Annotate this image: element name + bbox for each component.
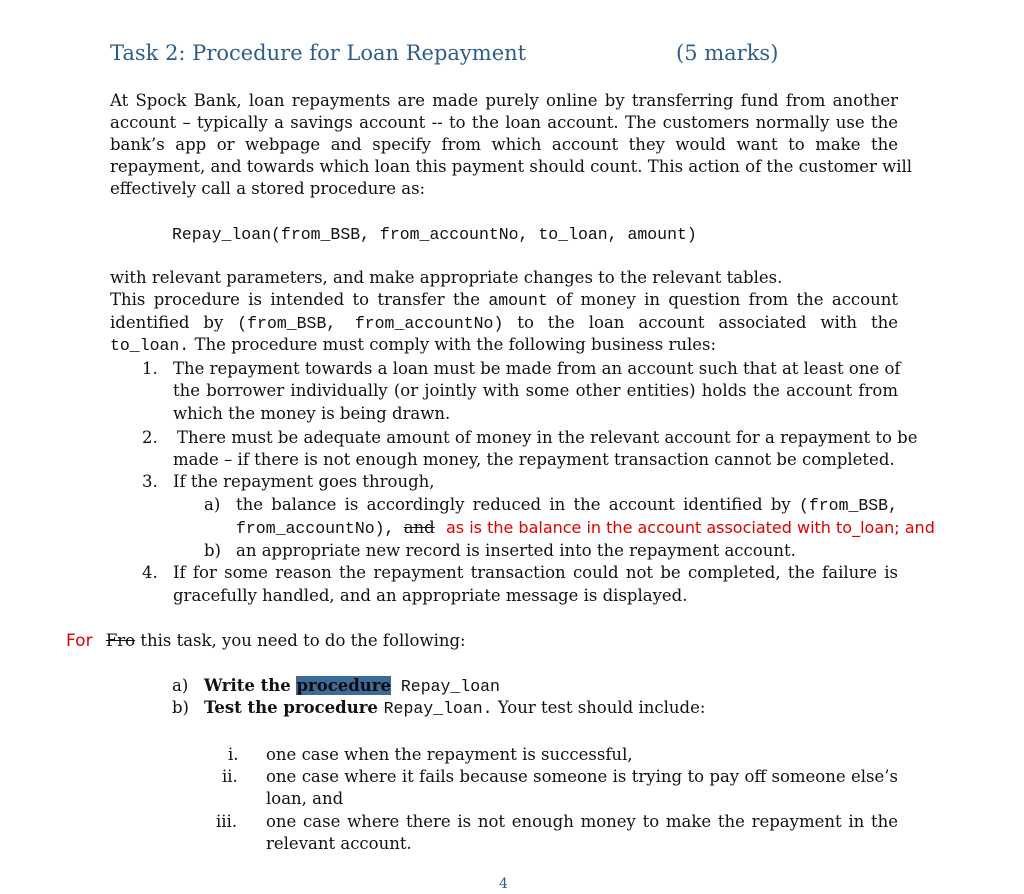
rule-3-line-1: If the repayment goes through, xyxy=(173,472,435,491)
rule-2-line-2: made – if there is not enough money, the repayment transaction cannot be completed. xyxy=(173,450,895,469)
rule-3a-line-1: the balance is accordingly reduced in the account identified by (from_BSB, xyxy=(236,495,898,515)
para2-line-2: This procedure is intended to transfer the amount of money in question from the account xyxy=(110,290,898,310)
task-a-number: a) xyxy=(172,676,189,695)
struck-and: and xyxy=(403,518,435,537)
struck-fro: Fro xyxy=(105,631,136,650)
rule-2-number: 2. xyxy=(142,428,158,447)
intro-line-5: effectively call a stored procedure as: xyxy=(110,179,426,198)
rule-1-line-2: the borrower individually (or jointly with some other entities) holds the account from xyxy=(173,381,898,400)
highlighted-procedure: procedure xyxy=(296,676,391,695)
rule-3b-line-1: an appropriate new record is inserted into the repayment account. xyxy=(236,541,796,560)
intro-line-3: bank’s app or webpage and specify from which account they would want to make the xyxy=(110,135,898,154)
intro-line-2: account – typically a savings account -- to the loan account. The customers normally use the xyxy=(110,113,898,132)
rule-3b-number: b) xyxy=(204,541,221,560)
task-a-line: Write the procedure Repay_loan xyxy=(204,676,500,696)
page-number: 4 xyxy=(499,876,508,892)
task-b-line: Test the procedure Repay_loan. Your test should include: xyxy=(204,698,706,718)
annotation-for: For xyxy=(66,631,93,651)
para2-line-1: with relevant parameters, and make appropriate changes to the relevant tables. xyxy=(110,268,783,287)
code-signature: Repay_loan(from_BSB, from_accountNo, to_loan, amount) xyxy=(172,225,697,244)
rule-4-number: 4. xyxy=(142,563,158,582)
rule-4-line-1: If for some reason the repayment transaction could not be completed, the failure is xyxy=(173,563,898,582)
test-iii-line-2: relevant account. xyxy=(266,834,412,853)
test-ii-line-1: one case where it fails because someone is trying to pay off someone else’s xyxy=(266,767,898,786)
task-b-number: b) xyxy=(172,698,189,717)
test-i-line-1: one case when the repayment is successful, xyxy=(266,745,633,764)
task-title: Task 2: Procedure for Loan Repayment xyxy=(110,41,527,65)
rule-1-line-1: The repayment towards a loan must be made from an account such that at least one of xyxy=(173,359,901,378)
test-ii-number: ii. xyxy=(222,767,238,786)
intro-line-1: At Spock Bank, loan repayments are made purely online by transferring fund from another xyxy=(110,91,898,110)
rule-1-line-3: which the money is being drawn. xyxy=(173,404,451,423)
rule-2-line-1: There must be adequate amount of money in the relevant account for a repayment to be xyxy=(177,428,918,447)
test-i-number: i. xyxy=(228,745,239,764)
task-marks: (5 marks) xyxy=(676,41,779,65)
test-iii-line-1: one case where there is not enough money to make the repayment in the xyxy=(266,812,898,831)
rule-3a-line-2: from_accountNo), and as is the balance in the account associated with to_loan; and xyxy=(236,518,935,538)
intro-line-4: repayment, and towards which loan this payment should count. This action of the customer will xyxy=(110,157,913,176)
annotation-to-loan: as is the balance in the account associated with to_loan; and xyxy=(445,518,935,537)
test-iii-number: iii. xyxy=(216,812,238,831)
para2-line-4: to_loan. The procedure must comply with the following business rules: xyxy=(110,335,717,355)
rule-3a-number: a) xyxy=(204,495,221,514)
rule-3-number: 3. xyxy=(142,472,158,491)
test-ii-line-2: loan, and xyxy=(266,789,344,808)
task-intro-line: For Fro this task, you need to do the following: xyxy=(66,631,466,651)
para2-line-3: identified by (from_BSB, from_accountNo) to the loan account associated with the xyxy=(110,313,898,333)
rule-4-line-2: gracefully handled, and an appropriate message is displayed. xyxy=(173,586,688,605)
rule-1-number: 1. xyxy=(142,359,158,378)
